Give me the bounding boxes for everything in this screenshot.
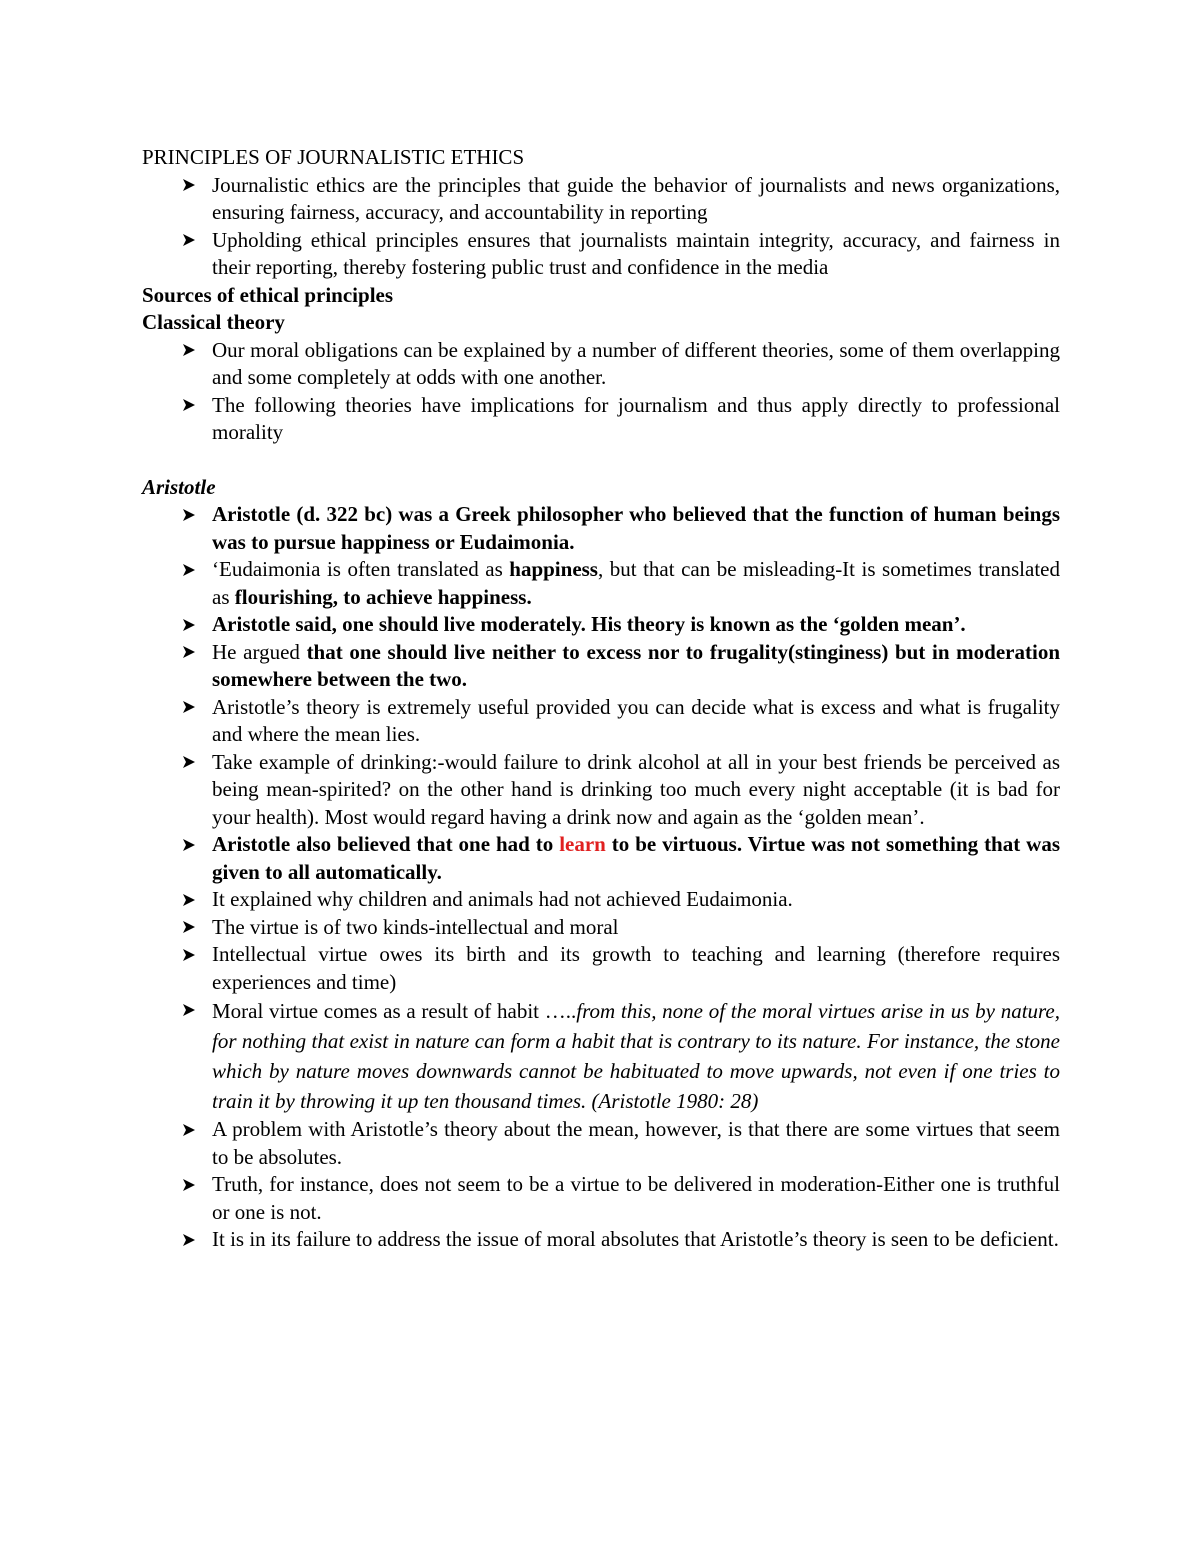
arrowhead-bullet-icon [180, 1116, 198, 1144]
arrowhead-bullet-icon [180, 1171, 198, 1199]
arrowhead-bullet-icon [180, 941, 198, 969]
arrowhead-bullet-icon [180, 337, 198, 365]
list-item-text: He argued [212, 639, 307, 664]
list-item [142, 1171, 1060, 1226]
list-item-text: Intellectual virtue owes its birth and its growth to teaching and learning (therefore requires experiences and time) [212, 942, 1060, 994]
list-item-text: Aristotle (d. 322 bc) was a Greek philosopher who believed that the function of human beings was to pursue happiness or Eudaimonia. [212, 502, 1060, 554]
arrowhead-bullet-icon [180, 996, 198, 1024]
section-spacer [142, 447, 1060, 474]
list-item-text: The virtue is of two kinds-intellectual and moral [212, 914, 619, 939]
list-item-text: , but that can be misleading-It is sometimes translated as [212, 557, 1060, 609]
list-item-text: Aristotle’s theory is extremely useful provided you can decide what is excess and what is frugality and where the mean lies. [212, 694, 1060, 746]
arrowhead-bullet-icon [180, 392, 198, 420]
list-item-text: The following theories have implications for journalism and thus apply directly to professional morality [212, 392, 1060, 444]
list-item-text: Aristotle said, one should live moderately. His theory is known as the ‘golden mean’. [212, 612, 966, 636]
arrowhead-bullet-icon [180, 501, 198, 529]
list-item-text: Take example of drinking:-would failure to drink alcohol at all in your best friends be perceived as being mean-spirited? on the other hand is drinking too much every night acceptable (it is bad for your health). Most would regard having a drink now and again as the ‘golden mean’. [212, 749, 1060, 829]
intro-bullet-list [142, 172, 1060, 282]
list-item [142, 337, 1060, 392]
list-item-text: ‘Eudaimonia is often translated as [212, 557, 510, 581]
list-item [142, 831, 1060, 886]
arrowhead-bullet-icon [180, 1226, 198, 1254]
emphasis-text: that one should live neither to excess nor to frugality(stinginess) but in moderation somewhere between the two. [212, 639, 1060, 691]
list-item [142, 172, 1060, 227]
quotation-text: from this, none of the moral virtues arise in us by nature, for nothing that exist in nature can form a habit that is contrary to its nature. For instance, the stone which by nature moves downwards cannot be habituated to move upwards, not even if one tries to train it by throwing it up ten thousand times. (Aristotle 1980: 28) [212, 999, 1060, 1113]
classical-bullet-list [142, 337, 1060, 447]
section-heading-sources: Sources of ethical principles [142, 282, 394, 307]
list-item [142, 556, 1060, 611]
list-item-text: to be virtuous. Virtue was not something that was given to all automatically. [212, 832, 1061, 884]
document-body [142, 144, 1060, 1254]
arrowhead-bullet-icon [180, 172, 198, 200]
aristotle-bullet-list [142, 501, 1060, 1254]
list-item-text: Upholding ethical principles ensures that journalists maintain integrity, accuracy, and fairness in their reporting, thereby fostering public trust and confidence in the media [212, 227, 1060, 279]
list-item-text: Truth, for instance, does not seem to be a virtue to be delivered in moderation-Either one is truthful or one is not. [212, 1172, 1060, 1224]
list-item-text: Moral virtue comes as a result of habit ….. [212, 999, 577, 1023]
list-item [142, 886, 1060, 914]
emphasis-text: happiness [509, 557, 598, 581]
list-item-text: It is in its failure to address the issue of moral absolutes that Aristotle’s theory is seen to be deficient. [212, 1227, 1059, 1251]
list-item-text: A problem with Aristotle’s theory about the mean, however, is that there are some virtues that seem to be absolutes. [212, 1117, 1060, 1169]
list-item [142, 392, 1060, 447]
list-item-text: Our moral obligations can be explained by a number of different theories, some of them overlapping and some completely at odds with one another. [212, 337, 1060, 389]
arrowhead-bullet-icon [180, 639, 198, 667]
list-item [142, 639, 1060, 694]
list-item [142, 749, 1060, 832]
list-item [142, 227, 1060, 282]
section-heading-aristotle: Aristotle [142, 474, 216, 499]
arrowhead-bullet-icon [180, 694, 198, 722]
document-title: PRINCIPLES OF JOURNALISTIC ETHICS [142, 145, 525, 169]
list-item [142, 611, 1060, 639]
list-item-text: Journalistic ethics are the principles that guide the behavior of journalists and news organizations, ensuring fairness, accuracy, and accountability in reporting [212, 172, 1060, 224]
list-item-text: Aristotle also believed that one had to [212, 832, 560, 856]
list-item [142, 914, 1060, 942]
arrowhead-bullet-icon [180, 556, 198, 584]
section-heading-classical: Classical theory [142, 310, 285, 334]
list-item [142, 996, 1060, 1116]
arrowhead-bullet-icon [180, 611, 198, 639]
list-item [142, 1226, 1060, 1254]
list-item [142, 941, 1060, 996]
arrowhead-bullet-icon [180, 914, 198, 942]
arrowhead-bullet-icon [180, 886, 198, 914]
emphasis-text: flourishing, to achieve happiness. [234, 584, 532, 609]
arrowhead-bullet-icon [180, 831, 198, 859]
arrowhead-bullet-icon [180, 749, 198, 777]
list-item [142, 1116, 1060, 1171]
list-item-text: It explained why children and animals had not achieved Eudaimonia. [212, 887, 793, 911]
list-item [142, 694, 1060, 749]
arrowhead-bullet-icon [180, 227, 198, 255]
highlighted-word-learn: learn [559, 832, 606, 856]
list-item [142, 501, 1060, 556]
